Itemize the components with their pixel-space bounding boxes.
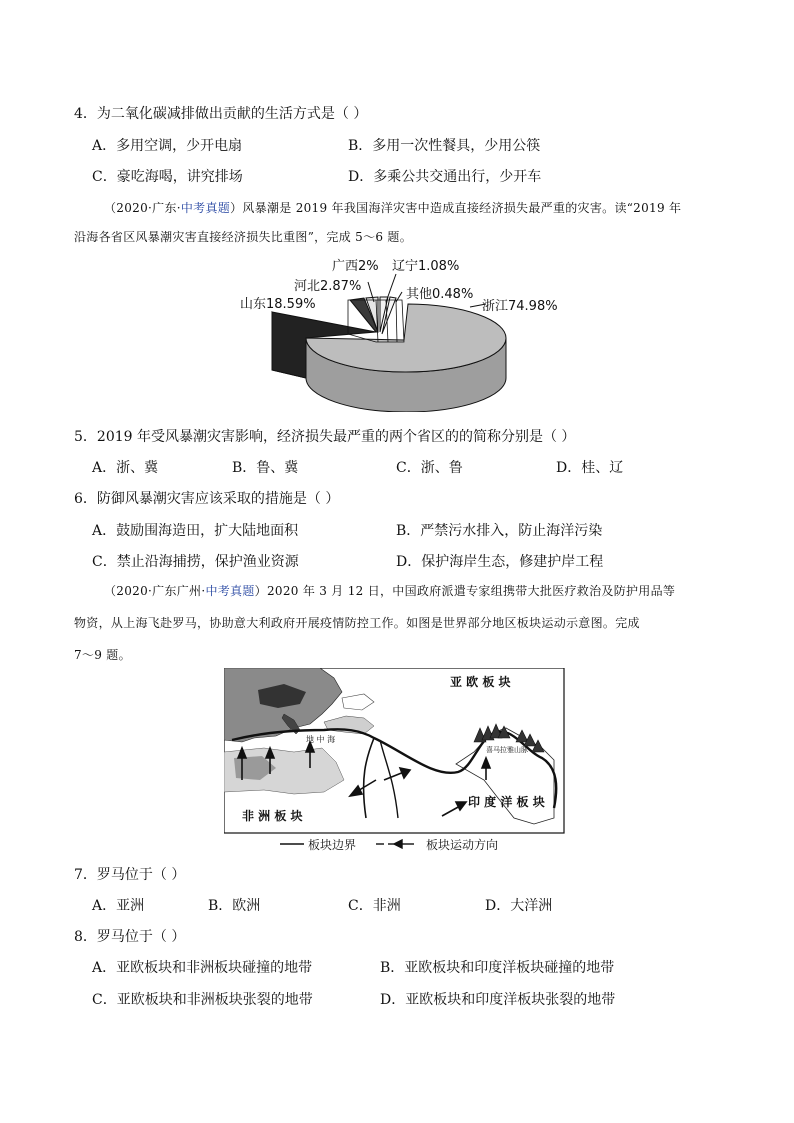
intro2-source-prefix: （2020·广东广州· [104,584,206,598]
map-label-africa: 非 洲 板 块 [242,809,303,823]
q7-option-b[interactable]: B．欧洲 [208,898,261,914]
q5-option-a[interactable]: A．浙、冀 [92,460,159,476]
q7-option-c[interactable]: C．非洲 [348,898,401,914]
legend-boundary-label: 板块边界 [308,838,357,852]
q7-option-a[interactable]: A．亚洲 [92,898,145,914]
q8-stem: 8．罗马位于（ ） [74,929,186,945]
intro-rome [104,582,675,599]
legend-direction-arrow [376,840,414,848]
pie-label-guangxi: 广西2% [332,259,379,274]
pie-label-other: 其他0.48% [406,287,474,302]
pie-label-shandong: 山东18.59% [240,297,316,312]
intro-source-prefix: （2020·广东· [104,201,181,215]
q5-option-c[interactable]: C．浙、鲁 [396,460,463,476]
q5-stem: 5．2019 年受风暴潮灾害影响，经济损失最严重的两个省区的的简称分别是（ ） [74,429,576,445]
q6-option-a[interactable]: A．鼓励围海造田，扩大陆地面积 [92,523,299,539]
q8-option-a[interactable]: A．亚欧板块和非洲板块碰撞的地带 [92,960,313,976]
q4-option-a[interactable]: A．多用空调，少开电扇 [92,138,243,154]
q4-option-c[interactable]: C．豪吃海喝，讲究排场 [92,169,243,185]
map-label-eurasia: 亚 欧 板 块 [450,675,511,689]
intro-rome-line3: 7～9 题。 [74,648,131,662]
pie-label-zhejiang: 浙江74.98% [482,299,558,314]
q8-option-c[interactable]: C．亚欧板块和非洲板块张裂的地带 [92,992,313,1008]
q8-option-d[interactable]: D．亚欧板块和印度洋板块张裂的地带 [380,992,616,1008]
q4-option-b[interactable]: B．多用一次性餐具，少用公筷 [348,138,541,154]
legend-direction-label: 板块运动方向 [426,838,499,852]
q7-option-d[interactable]: D．大洋洲 [485,898,553,914]
map-label-indian: 印 度 洋 板 块 [468,795,545,809]
storm-loss-pie-chart [236,252,566,412]
pie-slice-zhejiang [306,304,506,372]
q5-option-d[interactable]: D．桂、辽 [556,460,624,476]
q6-stem: 6．防御风暴潮灾害应该采取的措施是（ ） [74,491,340,507]
pie-label-hebei: 河北2.87% [294,279,362,294]
plate-movement-map [224,668,568,858]
intro2-text: ）2020 年 3 月 12 日，中国政府派遣专家组携带大批医疗救治及防护用品等 [254,584,676,598]
q5-option-b[interactable]: B．鲁、冀 [232,460,299,476]
map-label-himalaya: 喜马拉雅山脉 [486,746,528,754]
q4-stem: 4．为二氧化碳减排做出贡献的生活方式是（ ） [74,106,368,122]
map-label-med: 地 中 海 [306,735,336,744]
q7-stem: 7．罗马位于（ ） [74,867,186,883]
intro-storm-surge [104,199,681,216]
q8-option-b[interactable]: B．亚欧板块和印度洋板块碰撞的地带 [380,960,615,976]
intro-source-tag: 中考真题 [180,201,231,215]
q6-option-d[interactable]: D．保护海岸生态，修建护岸工程 [396,554,604,570]
q6-option-b[interactable]: B．严禁污水排入，防止海洋污染 [396,523,603,539]
q4-option-d[interactable]: D．多乘公共交通出行，少开车 [348,169,542,185]
intro-rome-line2: 物资，从上海飞赴罗马，协助意大利政府开展疫情防控工作。如图是世界部分地区板块运动示意图。完成 [74,616,640,630]
pie-label-liaoning: 辽宁1.08% [392,259,460,274]
intro2-source-tag: 中考真题 [205,584,255,598]
intro-text: ）风暴潮是 2019 年我国海洋灾害中造成直接经济损失最严重的灾害。读“2019 年 [230,201,682,215]
q6-option-c[interactable]: C．禁止沿海捕捞，保护渔业资源 [92,554,299,570]
intro-storm-surge-line2: 沿海各省区风暴潮灾害直接经济损失比重图”，完成 5～6 题。 [74,230,413,244]
